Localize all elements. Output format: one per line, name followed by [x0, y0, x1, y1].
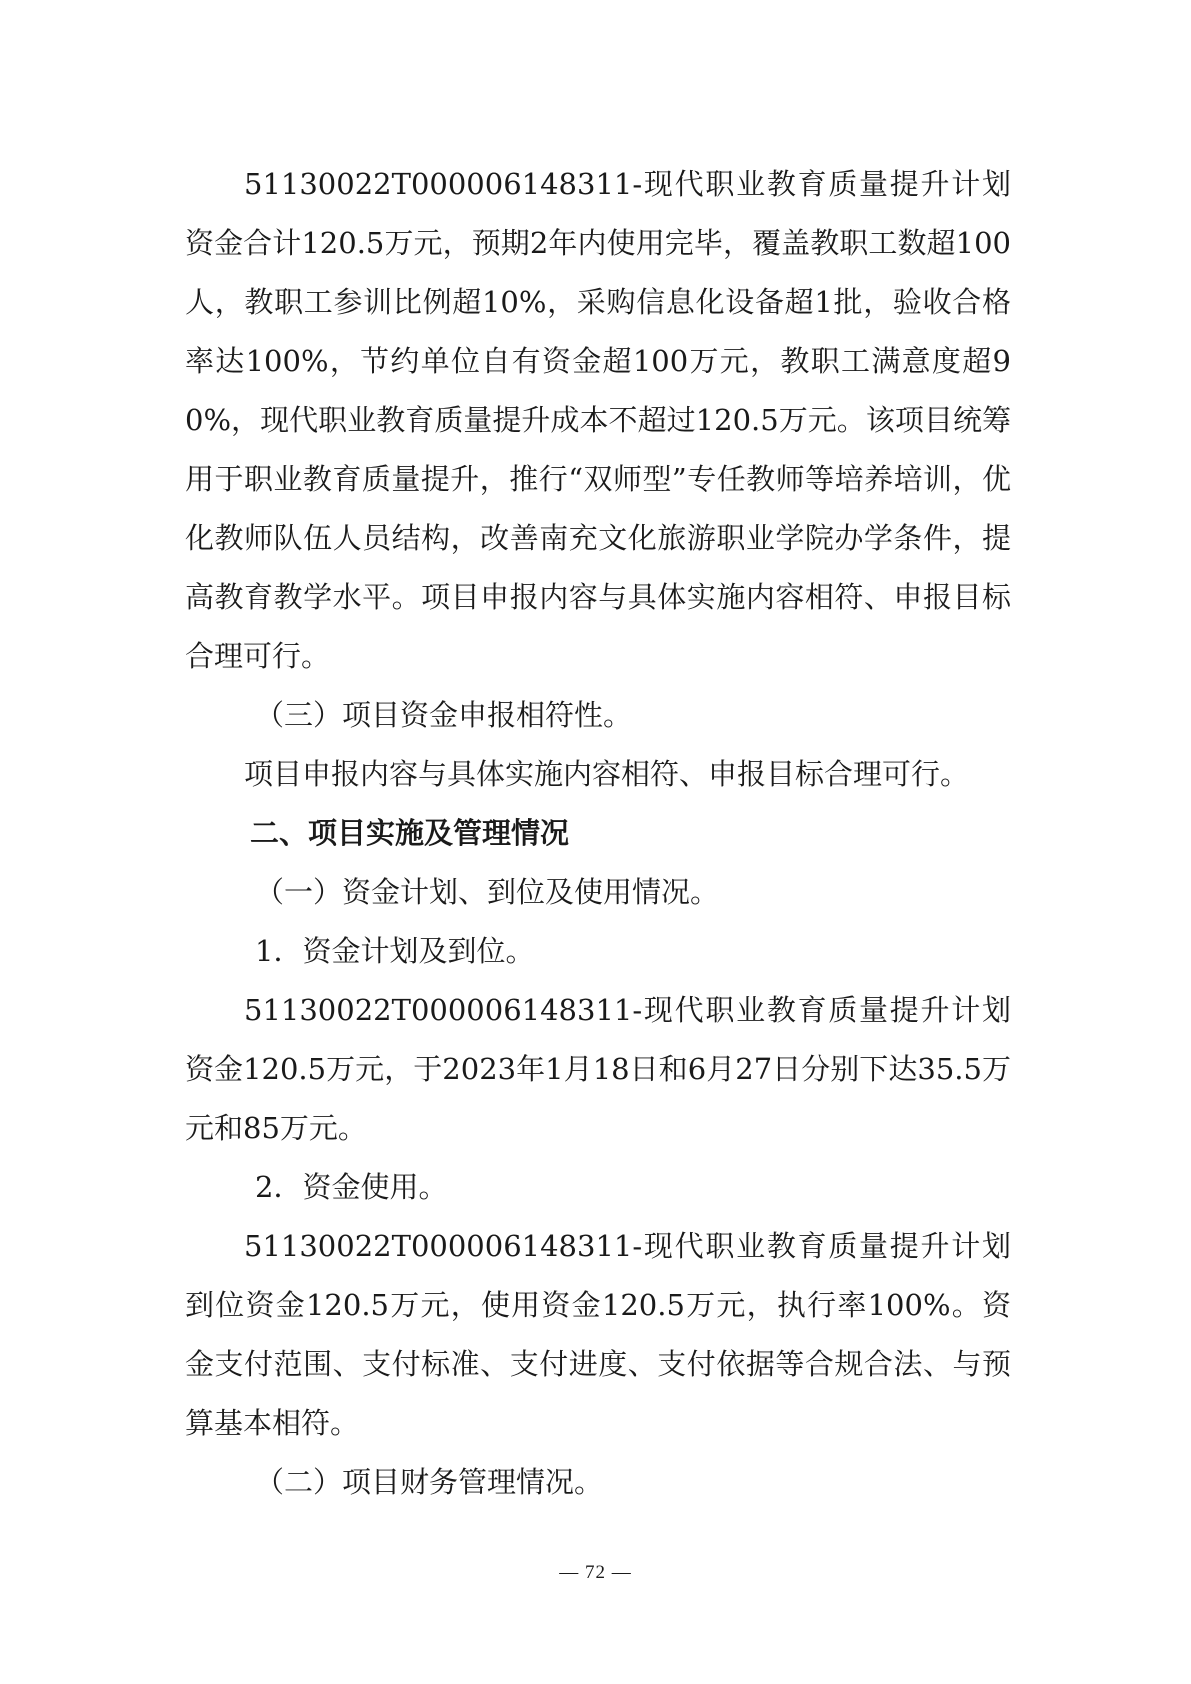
page-number: — 72 —: [559, 1562, 632, 1583]
fund-consistency-paragraph: 项目申报内容与具体实施内容相符、申报目标合理可行。: [244, 757, 970, 791]
fund-usage-paragraph: 51130022T000006148311-现代职业教育质量提升计划到位资金120.5万元，使用资金120.5万元，执行率100%。资金支付范围、支付标准、支付进度、支付依据等合规合法、与预算基本相符。: [185, 1229, 1011, 1440]
item-heading-fund-plan-arrival: 1．资金计划及到位。: [255, 934, 535, 968]
item-heading-fund-usage: 2．资金使用。: [255, 1170, 448, 1204]
subsection-heading-fund-consistency: （三）项目资金申报相符性。: [255, 698, 633, 732]
subsection-heading-fund-plan: （一）资金计划、到位及使用情况。: [255, 875, 720, 909]
section-heading-implementation: 二、项目实施及管理情况: [250, 816, 570, 850]
project-summary-paragraph: 51130022T000006148311-现代职业教育质量提升计划资金合计120.5万元，预期2年内使用完毕，覆盖教职工数超100人，教职工参训比例超10%，采购信息化设备超1批，验收合格率达100%，节约单位自有资金超100万元，教职工满意度超90%，现代职业教育质量提升成本不超过120.5万元。该项目统筹用于职业教育质量提升，推行“双师型”专任教师等培养培训，优化教师队伍人员结构，改善南充文化旅游职业学院办学条件，提高教育教学水平。项目申报内容与具体实施内容相符、申报目标合理可行。: [185, 167, 1011, 673]
fund-arrival-paragraph: 51130022T000006148311-现代职业教育质量提升计划资金120.5万元，于2023年1月18日和6月27日分别下达35.5万元和85万元。: [185, 993, 1011, 1145]
subsection-heading-financial-management: （二）项目财务管理情况。: [255, 1465, 604, 1499]
document-body: [185, 155, 1011, 1512]
